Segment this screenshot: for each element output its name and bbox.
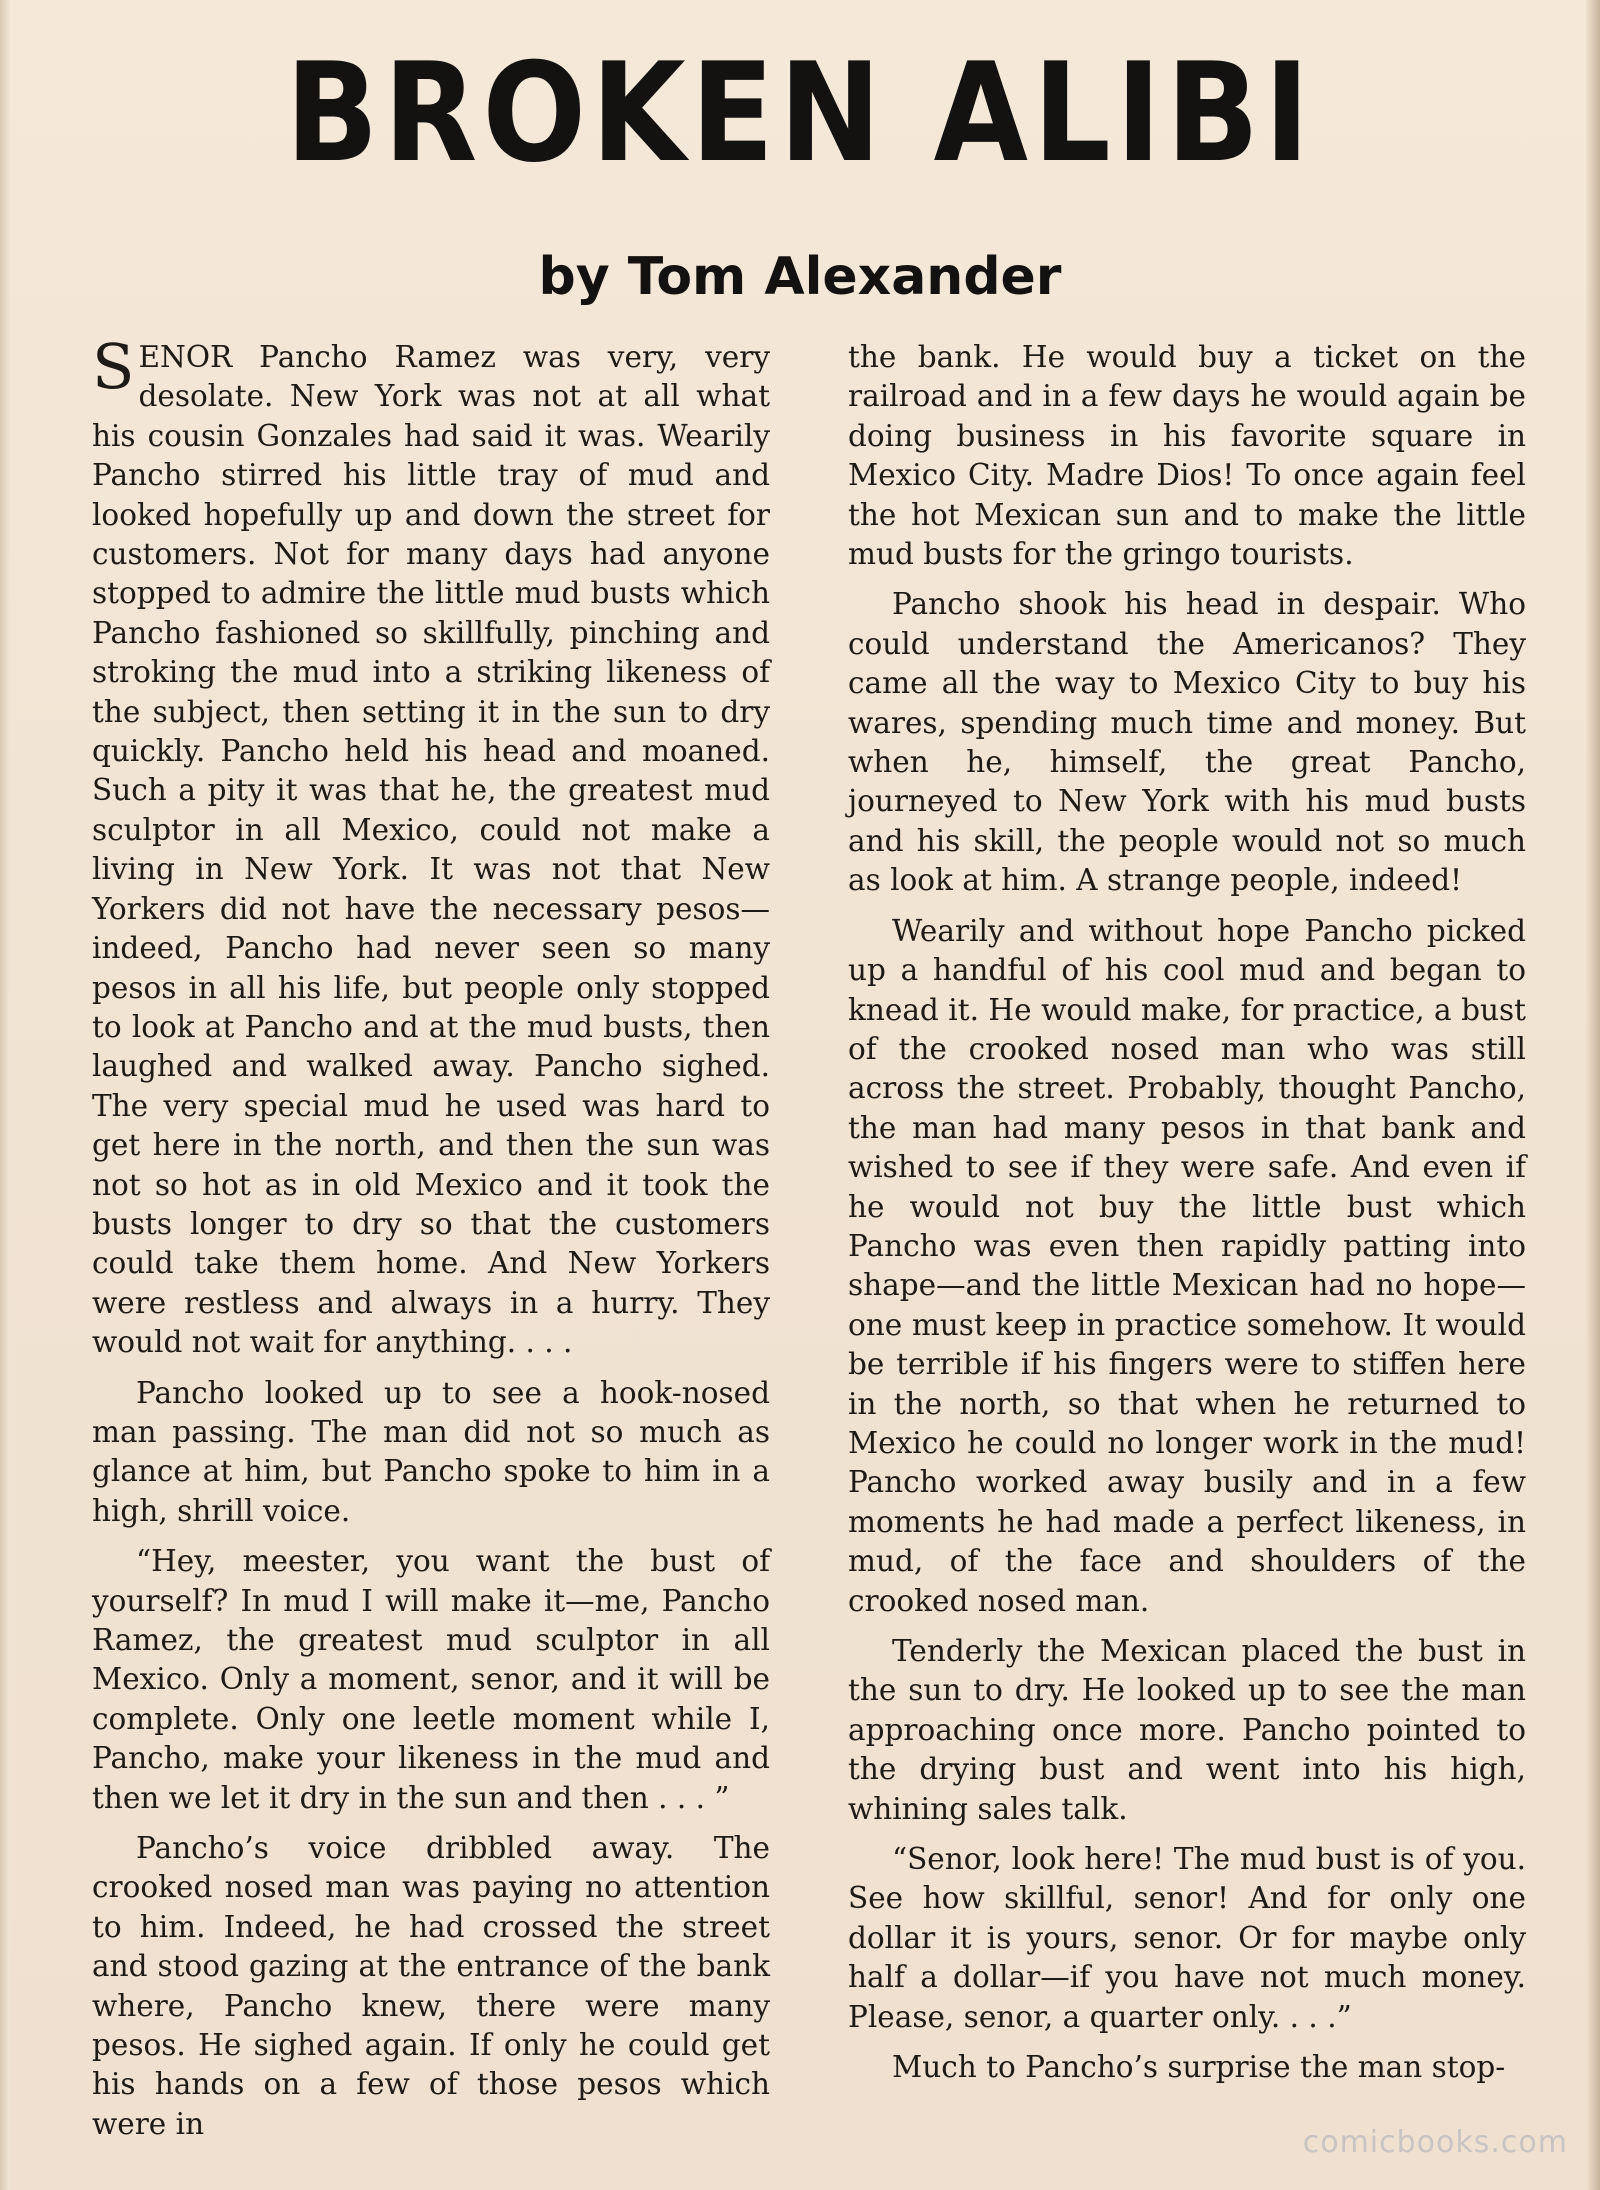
page-right-edge [1586, 0, 1600, 2190]
paragraph: Pancho looked up to see a hook-nosed man passing. The man did not so much as glance at him, but Pancho spoke to him in a high, shrill voice. [92, 1375, 770, 1528]
paragraph: Pancho shook his head in despair. Who could understand the Americanos? They came all the way to Mexico City to buy his wares, spending much time and money. But when he, himself, the great Pancho, journeyed to New York with his mud busts and his skill, the people would not so much as look at him. A strange people, indeed! [848, 587, 1526, 898]
paragraph-text: ENOR Pancho Ramez was very, very desolate. New York was not at all what his cousin Gonzales had said it was. Wearily Pancho stirred his little tray of mud and looked hopefully up and down the street for customers. Not for many days had anyone stopped to admire the little mud busts which Pancho fashioned so skillfully, pinching and stroking the mud into a striking likeness of the subject, then setting it in the sun to dry quickly. Pancho held his head and moaned. Such a pity it was that he, the greatest mud sculptor in all Mexico, could not make a living in New York. It was not that New Yorkers did not have the necessary pesos—indeed, Pancho had never seen so many pesos in all his life, but people only stopped to look at Pancho and at the mud busts, then laughed and walked away. Pancho sighed. The very special mud he used was hard to get here in the north, and then the sun was not so hot as in old Mexico and it took the busts longer to dry so that the customers could take them home. And New Yorkers were restless and always in a hurry. They would not wait for anything. . . . [92, 340, 770, 1360]
paragraph: “Hey, meester, you want the bust of yourself? In mud I will make it—me, Pancho Ramez, the greatest mud sculptor in all Mexico. Only a moment, senor, and it will be complete. Only one leetle moment while I, Pancho, make your likeness in the mud and then we let it dry in the sun and then . . . ” [92, 1544, 770, 1815]
paragraph: Tenderly the Mexican placed the bust in the sun to dry. He looked up to see the man approaching once more. Pancho pointed to the drying bust and went into his high, whining sales talk. [848, 1634, 1526, 1826]
paragraph: Much to Pancho’s surprise the man stop- [892, 2050, 1506, 2085]
paragraph: Pancho’s voice dribbled away. The crooked nosed man was paying no attention to him. Indeed, he had crossed the street and stood gazing at the entrance of the bank where, Pancho knew, there were many pesos. He sighed again. If only he could get his hands on a few of those pesos which were in [92, 1831, 770, 2141]
paragraph [92, 330, 770, 1363]
page-left-edge [0, 0, 10, 2190]
text-column-right [848, 338, 1526, 2098]
watermark: comicbooks.com [1302, 2125, 1568, 2160]
drop-cap: S [92, 330, 135, 403]
story-byline: by Tom Alexander [538, 247, 1062, 307]
text-column-left [92, 330, 770, 2155]
paragraph: Wearily and without hope Pancho picked up a handful of his cool mud and began to knead it. He would make, for practice, a bust of the crooked nosed man who was still across the street. Probably, thought Pancho, the man had many pesos in that bank and wished to see if they were safe. And even if he would not buy the little bust which Pancho was even then rapidly patting into shape—and the little Mexican had no hope—one must keep in practice somehow. It would be terrible if his fingers were to stiffen here in the north, so that when he returned to Mexico he could no longer work in the mud! Pancho worked away busily and in a few moments he had made a perfect likeness, in mud, of the face and shoulders of the crooked nosed man. [848, 913, 1526, 1618]
paragraph: the bank. He would buy a ticket on the railroad and in a few days he would again be doing business in his favorite square in Mexico City. Madre Dios! To once again feel the hot Mexican sun and to make the little mud busts for the gringo tourists. [848, 340, 1526, 572]
paragraph: “Senor, look here! The mud bust is of you. See how skillful, senor! And for only one dollar it is yours, senor. Or for maybe only half a dollar—if you have not much money. Please, senor, a quarter only. . . .” [848, 1842, 1526, 2034]
story-title: BROKEN ALIBI [285, 33, 1315, 193]
